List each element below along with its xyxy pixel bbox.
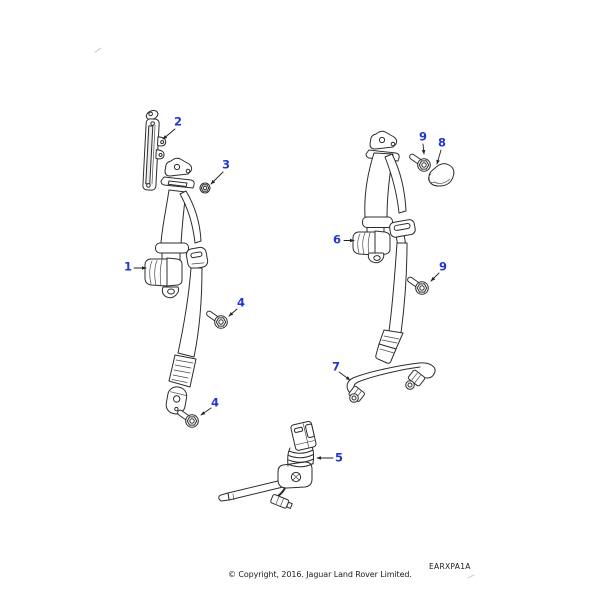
part-1-retractor-left (145, 258, 182, 298)
part-5-buckle-assembly (219, 421, 317, 510)
latch-plate-right (389, 219, 418, 246)
belt-stitched-end-left (169, 355, 196, 387)
part-6-retractor-right (353, 231, 390, 263)
stray-mark (468, 575, 474, 578)
belt-guide-band-right (363, 217, 393, 228)
belt-guide-band-left (156, 243, 189, 253)
part-4-bolt-lower (177, 409, 199, 427)
belt-stitched-end-right (376, 330, 403, 363)
part-9-bolt-upper (409, 153, 431, 171)
callout-6[interactable]: 6 (332, 232, 342, 247)
part-8-cover (428, 164, 454, 186)
callout-2[interactable]: 2 (173, 114, 183, 129)
part-9-bolt-lower (407, 276, 429, 294)
copyright-text: © Copyright, 2016. Jaguar Land Rover Limited. (228, 570, 412, 579)
callout-4-upper[interactable]: 4 (236, 295, 246, 310)
part-7-wiring-link (347, 363, 435, 402)
belt-top-anchor-left (161, 158, 194, 188)
stray-mark (95, 48, 101, 52)
callout-7[interactable]: 7 (331, 359, 341, 374)
callout-3[interactable]: 3 (221, 157, 231, 172)
floor-anchor-plate-left (165, 385, 188, 415)
drawing-code: EARXPA1A (429, 562, 471, 571)
latch-plate-left (185, 246, 208, 269)
callout-8[interactable]: 8 (437, 135, 447, 150)
callout-5[interactable]: 5 (334, 450, 344, 465)
part-4-bolt-upper (206, 310, 228, 328)
callout-9-lower[interactable]: 9 (438, 259, 448, 274)
callout-1[interactable]: 1 (123, 259, 133, 274)
callout-9-upper[interactable]: 9 (418, 129, 428, 144)
belt-webbing-right-lower (389, 243, 407, 333)
part-3-nut (200, 183, 210, 193)
callout-4-lower[interactable]: 4 (210, 395, 220, 410)
